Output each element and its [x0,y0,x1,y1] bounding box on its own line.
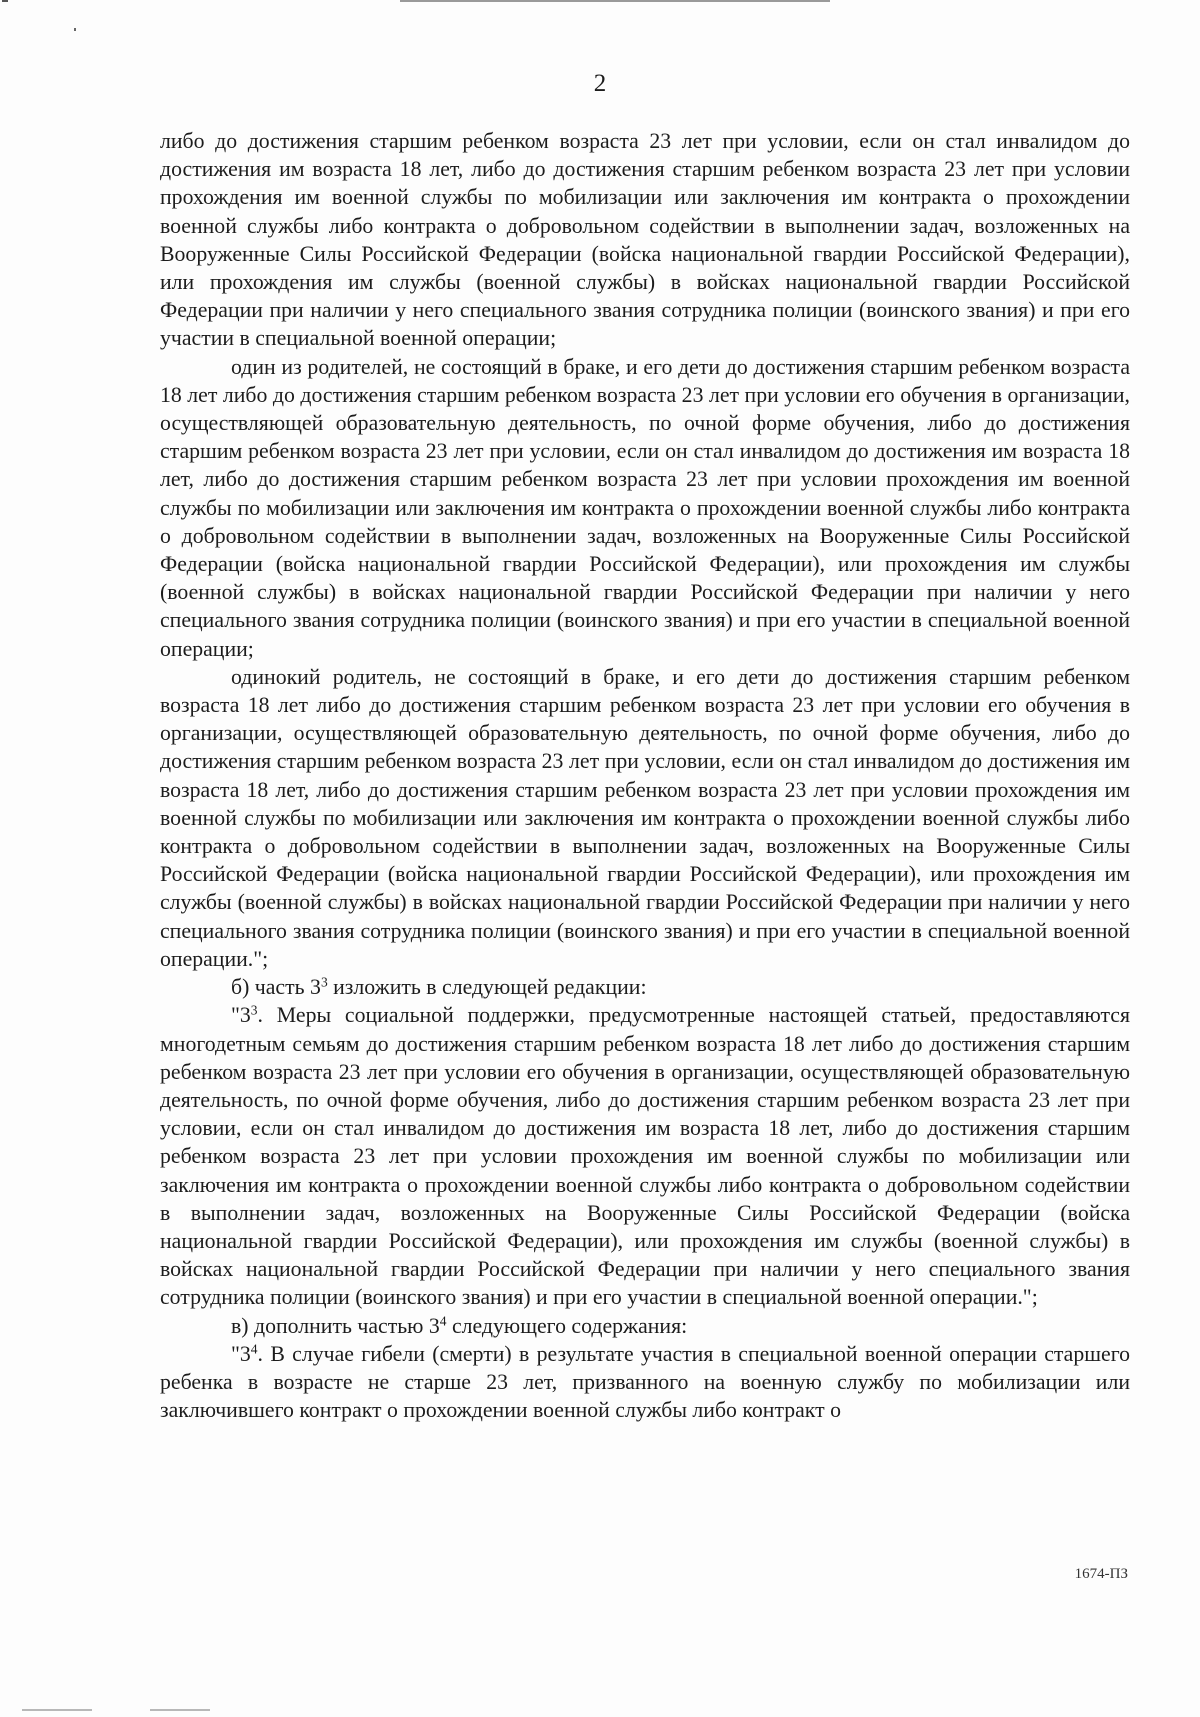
paragraph [160,1001,1130,1311]
page-number: 2 [593,70,607,97]
scan-artifact [74,28,76,31]
superscript: 3 [320,974,328,990]
paragraph: либо до достижения старшим ребенком возраста 23 лет при условии, если он стал инвалидом до достижения им возраста 18 лет, либо до достижения старшим ребенком возраста 23 лет при условии прохождения им военной службы по мобилизации или заключения им контракта о прохождении военной службы либо контракта о добровольном содействии в выполнении задач, возложенных на Вооруженные Силы Российской Федерации (войска национальной гвардии Российской Федерации), или прохождения им службы (военной службы) в войсках национальной гвардии Российской Федерации при наличии у него специального звания сотрудника полиции (воинского звания) и при его участии в специальной военной операции; [160,129,1130,351]
paragraph [160,1340,1130,1425]
text-run: "3 [231,1003,251,1028]
scan-artifact [22,1709,92,1711]
text-run: "3 [231,1341,251,1366]
text-run: в) дополнить частью 3 [231,1313,440,1338]
paragraph [160,973,1130,1001]
superscript: 4 [439,1313,447,1329]
text-run: . Меры социальной поддержки, предусмотренные настоящей статьей, предоставляются многодетным семьям до достижения старшим ребенком возраста 18 лет либо до достижения старшим ребенком возраста 23 лет при условии его обучения в организации, осуществляющей образовательную деятельность, по очной форме обучения, либо до достижения старшим ребенком возраста 23 лет при условии, если он стал инвалидом до достижения им возраста 18 лет, либо до достижения старшим ребенком возраста 23 лет при условии прохождения им военной службы по мобилизации или заключения им контракта о прохождении военной службы либо контракта о добровольном содействии в выполнении задач, возложенных на Вооруженные Силы Российской Федерации (войска национальной гвардии Российской Федерации), или прохождения им службы (военной службы) в войсках национальной гвардии Российской Федерации при наличии у него специального звания сотрудника полиции (воинского звания) и при его участии в специальной военной операции."; [160,1003,1130,1310]
document-code: 1674-ПЗ [1074,1566,1128,1582]
scan-artifact [400,0,830,2]
superscript: 4 [250,1341,258,1357]
paragraph [160,1312,1130,1340]
scan-artifact [150,1709,210,1711]
text-run: . В случае гибели (смерти) в результате участия в специальной военной операции старшего ребенка в возрасте не старше 23 лет, призванного на военную службу по мобилизации или заключившего контракт о прохождении военной службы либо контракт о [160,1341,1130,1423]
scan-artifact [2,0,8,6]
text-run: следующего содержания: [446,1313,688,1338]
paragraph: один из родителей, не состоящий в браке, и его дети до достижения старшим ребенком возраста 18 лет либо до достижения старшим ребенком возраста 23 лет при условии его обучения в организации, осуществляющей образовательную деятельность, по очной форме обучения, либо до достижения старшим ребенком возраста 23 лет при условии, если он стал инвалидом до достижения им возраста 18 лет, либо до достижения старшим ребенком возраста 23 лет при условии прохождения им военной службы по мобилизации или заключения им контракта о прохождении военной службы либо контракта о добровольном содействии в выполнении задач, возложенных на Вооруженные Силы Российской Федерации (войска национальной гвардии Российской Федерации), или прохождения им службы (военной службы) в войсках национальной гвардии Российской Федерации при наличии у него специального звания сотрудника полиции (воинского звания) и при его участии в специальной военной операции; [160,354,1130,661]
text-run: изложить в следующей редакции: [327,975,647,1000]
paragraph: одинокий родитель, не состоящий в браке, и его дети до достижения старшим ребенком возраста 18 лет либо до достижения старшим ребенком возраста 23 лет при условии его обучения в организации, осуществляющей образовательную деятельность, по очной форме обучения, либо до достижения старшим ребенком возраста 23 лет при условии, если он стал инвалидом до достижения им возраста 18 лет, либо до достижения старшим ребенком возраста 23 лет при условии прохождения им военной службы по мобилизации или заключения им контракта о прохождении военной службы либо контракта о добровольном содействии в выполнении задач, возложенных на Вооруженные Силы Российской Федерации (войска национальной гвардии Российской Федерации), или прохождения им службы (военной службы) в войсках национальной гвардии Российской Федерации при наличии у него специального звания сотрудника полиции (воинского звания) и при его участии в специальной военной операции."; [160,664,1130,971]
document-body [160,127,1130,1424]
text-run: б) часть 3 [231,975,321,1000]
superscript: 3 [250,1002,258,1018]
